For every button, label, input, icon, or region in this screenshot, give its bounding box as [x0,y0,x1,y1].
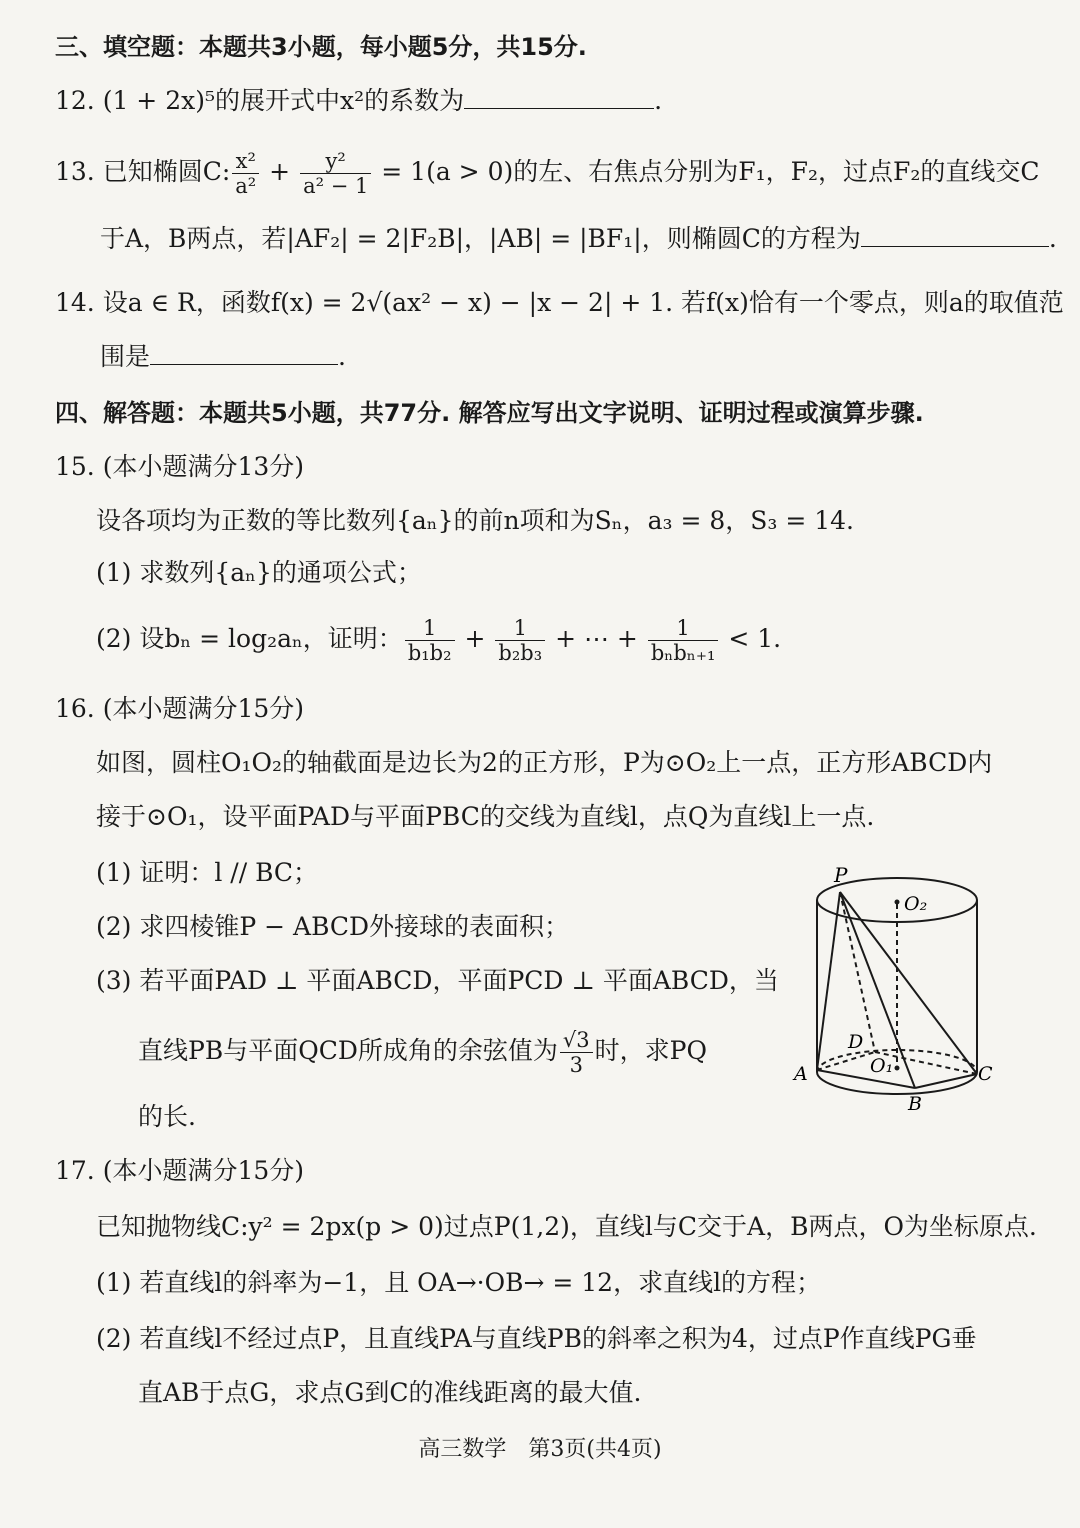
q15-title: 15. (本小题满分13分) [55,452,305,481]
q16-part1: (1) 证明：l // BC； [96,858,319,887]
q15-stem: 设各项均为正数的等比数列{aₙ}的前n项和为Sₙ，a₃ = 8，S₃ = 14. [96,506,854,535]
q15-p2-end: < 1. [728,624,782,653]
q12-text: 12. (1 + 2x)⁵的展开式中x²的系数为 [55,86,465,115]
page-footer: 高三数学 第3页(共4页) [418,1437,662,1462]
q13-frac1-den: a² [235,174,257,198]
q13-rest: = 1(a > 0)的左、右焦点分别为F₁，F₂，过点F₂的直线交C [381,157,1040,186]
q16-p3-frac-den: 3 [569,1053,583,1077]
q17-title: 17. (本小题满分15分) [55,1156,305,1185]
q13-line2-text: 于A，B两点，若|AF₂| = 2|F₂B|，|AB| = |BF₁|，则椭圆C的方程为 [100,224,861,253]
q13-frac-x [232,149,259,198]
q13-end: . [1048,224,1057,253]
q13-answer-blank [861,224,1049,247]
q15-f3-den: bₙbₙ₊₁ [650,641,716,665]
q13-plus: + [269,157,291,186]
q16-part3-line2 [138,1024,707,1078]
q15-f2-den: b₂b₃ [498,641,543,665]
q16-part3-line3: 的长. [138,1102,196,1131]
q16-p3-lead: 直线PB与平面QCD所成角的余弦值为 [138,1036,558,1065]
label-O1: O₁ [870,1055,894,1077]
q15-part1: (1) 求数列{aₙ}的通项公式； [96,558,422,587]
q13-frac1-num: x² [232,149,259,174]
label-P: P [834,863,848,887]
edge-BC [915,1074,977,1088]
point-O1 [895,1066,900,1071]
label-C: C [978,1063,993,1085]
q15-f1-num: 1 [405,616,455,641]
q15-frac3 [648,616,719,665]
q14-end: . [338,342,346,371]
q13-lead: 13. 已知椭圆C: [55,157,231,186]
point-O2 [895,900,900,905]
section3-heading: 三、填空题：本题共3小题，每小题5分，共15分. [55,33,587,61]
q17-stem: 已知抛物线C:y² = 2px(p > 0)过点P(1,2)，直线l与C交于A，B两点，O为坐标原点. [96,1212,1037,1241]
q16-p3-tail: 时，求PQ [594,1036,707,1065]
question-12 [55,84,662,118]
edge-PA [817,892,840,1070]
cylinder-figure [790,862,1000,1112]
q15-f2-num: 1 [495,616,545,641]
q14-answer-blank [150,342,338,365]
section4-heading: 四、解答题：本题共5小题，共77分. 解答应写出文字说明、证明过程或演算步骤. [55,399,924,427]
q15-f1-den: b₁b₂ [407,641,452,665]
q16-part2: (2) 求四棱锥P − ABCD外接球的表面积； [96,912,570,941]
q16-title: 16. (本小题满分15分) [55,694,305,723]
label-O2: O₂ [904,893,928,915]
q13-frac2-den: a² − 1 [303,174,369,198]
q15-part2: (2) 设bₙ = log₂aₙ，证明： $\frac{1}{\text{b₁b₂}}$ + $\frac{1}{\text{b₂b₃}}$ + ⋯ + $\frac{1}{\text{bₙbₙ₊₁}}$ < 1. [96,616,782,665]
q15-dots: + ⋯ + [555,624,638,653]
q17-part2-line1: (2) 若直线l不经过点P，且直线PA与直线PB的斜率之积为4，过点P作直线PG垂 [96,1324,977,1353]
question-13-line1 [55,148,1039,198]
q15-frac2 [495,616,545,665]
q16-part3-line1: (3) 若平面PAD ⊥ 平面ABCD，平面PCD ⊥ 平面ABCD，当 [96,966,779,995]
q15-f3-num: 1 [648,616,719,641]
q17-part1: (1) 若直线l的斜率为−1，且 OA→·OB→ = 12，求直线l的方程； [96,1268,822,1297]
label-D: D [848,1031,864,1053]
q13-frac2-num: y² [300,149,371,174]
q15-p2-lead: (2) 设bₙ = log₂aₙ，证明： [96,624,403,653]
label-A: A [794,1063,808,1085]
q16-p3-frac-num: √3 [560,1028,593,1053]
q14-line2-text: 围是 [100,342,151,371]
question-14-line1: 14. 设a ∈ R，函数f(x) = 2√(ax² − x) − |x − 2| + 1. 若f(x)恰有一个零点，则a的取值范 [55,288,1064,317]
question-14-line2 [100,340,346,374]
q13-frac-y [300,149,371,198]
q16-stem2: 接于⊙O₁，设平面PAD与平面PBC的交线为直线l，点Q为直线l上一点. [96,802,875,831]
q17-part2-line2: 直AB于点G，求点G到C的准线距离的最大值. [138,1378,642,1407]
label-B: B [908,1093,922,1112]
edge-AD [817,1052,875,1070]
q15-frac1 [405,616,455,665]
q16-stem1: 如图，圆柱O₁O₂的轴截面是边长为2的正方形，P为⊙O₂上一点，正方形ABCD内 [96,748,993,777]
question-13-line2 [100,222,1057,256]
q12-end: . [654,86,663,115]
q12-answer-blank [464,86,654,109]
q16-p3-frac [560,1028,593,1077]
